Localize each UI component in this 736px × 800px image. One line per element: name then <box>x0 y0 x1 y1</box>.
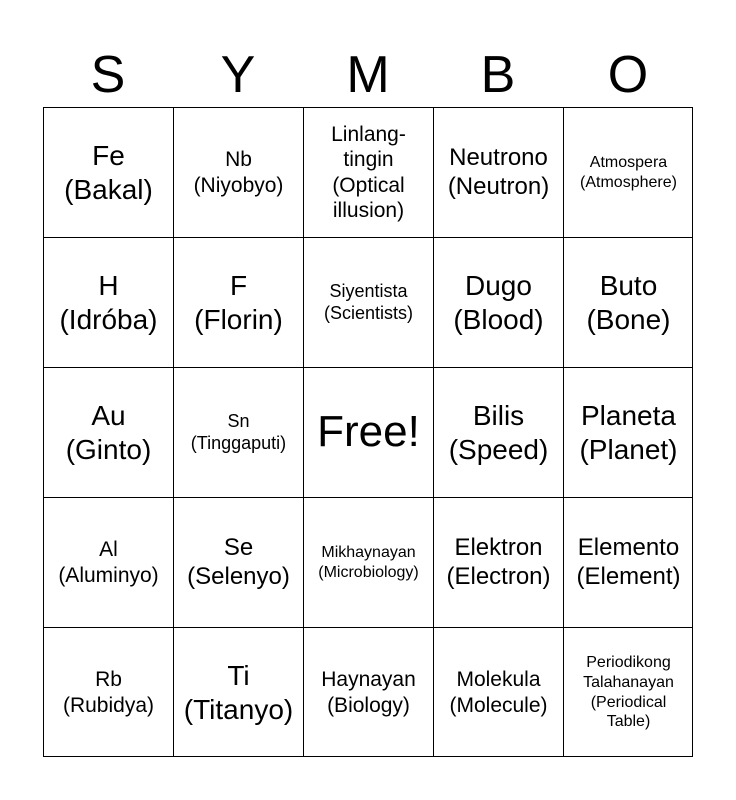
bingo-cell[interactable]: Al (Aluminyo) <box>43 497 173 627</box>
bingo-cell[interactable]: Siyentista (Scientists) <box>303 237 433 367</box>
bingo-cell[interactable]: Elemento (Element) <box>563 497 693 627</box>
bingo-cell[interactable]: Nb (Niyobyo) <box>173 107 303 237</box>
bingo-cell[interactable]: F (Florin) <box>173 237 303 367</box>
bingo-board <box>43 107 693 757</box>
bingo-cell[interactable]: Sn (Tinggaputi) <box>173 367 303 497</box>
bingo-cell[interactable]: Planeta (Planet) <box>563 367 693 497</box>
bingo-header <box>43 44 693 106</box>
bingo-cell[interactable]: Dugo (Blood) <box>433 237 563 367</box>
header-letter-y: Y <box>220 46 256 104</box>
bingo-cell[interactable]: Mikhaynayan (Microbiology) <box>303 497 433 627</box>
bingo-cell[interactable]: Atmospera (Atmosphere) <box>563 107 693 237</box>
bingo-cell[interactable]: Neutrono (Neutron) <box>433 107 563 237</box>
bingo-cell[interactable]: Molekula (Molecule) <box>433 627 563 757</box>
bingo-cell[interactable]: Ti (Titanyo) <box>173 627 303 757</box>
bingo-cell[interactable]: Periodikong Talahanayan (Periodical Table) <box>563 627 693 757</box>
bingo-cell[interactable]: Au (Ginto) <box>43 367 173 497</box>
bingo-cell[interactable]: Linlang- tingin (Optical illusion) <box>303 107 433 237</box>
free-space-cell[interactable]: Free! <box>303 367 433 497</box>
bingo-cell[interactable]: Bilis (Speed) <box>433 367 563 497</box>
bingo-cell[interactable]: Se (Selenyo) <box>173 497 303 627</box>
header-letter-m: M <box>346 46 390 104</box>
bingo-cell[interactable]: Elektron (Electron) <box>433 497 563 627</box>
bingo-cell[interactable]: Haynayan (Biology) <box>303 627 433 757</box>
header-letter-o: O <box>607 46 649 104</box>
bingo-cell[interactable]: Fe (Bakal) <box>43 107 173 237</box>
bingo-cell[interactable]: Rb (Rubidya) <box>43 627 173 757</box>
bingo-cell[interactable]: Buto (Bone) <box>563 237 693 367</box>
bingo-cell[interactable]: H (Idróba) <box>43 237 173 367</box>
header-letter-s: S <box>90 46 126 104</box>
header-letter-b: B <box>480 46 516 104</box>
